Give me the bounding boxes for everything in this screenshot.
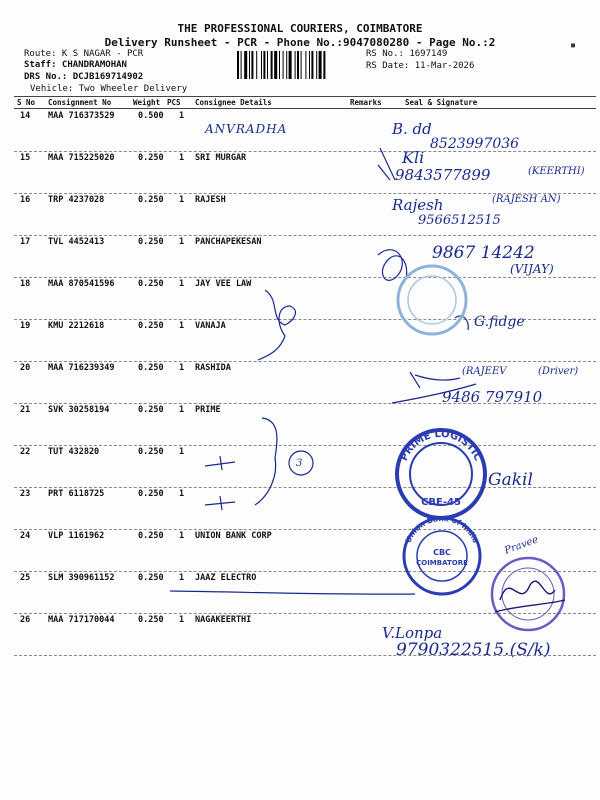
row-pcs: 1: [179, 279, 185, 289]
row-sno: 26: [20, 615, 31, 625]
row-consignee: JAAZ ELECTRO: [195, 573, 257, 583]
row-weight: 0.250: [138, 195, 164, 205]
row-consignment-no: MAA 870541596: [48, 279, 115, 289]
row-sno: 24: [20, 531, 31, 541]
row-pcs: 1: [179, 321, 185, 331]
row-weight: 0.250: [138, 489, 164, 499]
row-weight: 0.500: [138, 111, 164, 121]
hand-signature-23: Gakil: [488, 470, 533, 490]
header-rule-bottom: [14, 108, 596, 109]
row-weight: 0.250: [138, 321, 164, 331]
row-weight: 0.250: [138, 279, 164, 289]
row-consignee: VANAJA: [195, 321, 226, 331]
row-consignee: SRI MURGAR: [195, 153, 247, 163]
col-weight: Weight: [133, 98, 161, 107]
row-pcs: 1: [179, 363, 185, 373]
drs-number: DRS No.: DCJB169714902: [24, 72, 144, 82]
col-remarks: Remarks: [350, 98, 382, 107]
row-weight: 0.250: [138, 447, 164, 457]
row-pcs: 1: [179, 111, 185, 121]
row-consignment-no: TVL 4452413: [48, 237, 105, 247]
row-sno: 23: [20, 489, 31, 499]
row-sno: 20: [20, 363, 31, 373]
row-consignment-no: VLP 1161962: [48, 531, 105, 541]
col-consignee: Consignee Details: [195, 98, 272, 107]
row-consignee: UNION BANK CORP: [195, 531, 272, 541]
row-consignment-no: SLM 390961152: [48, 573, 115, 583]
row-consignment-no: MAA 717170044: [48, 615, 115, 625]
row-pcs: 1: [179, 573, 185, 583]
row-pcs: 1: [179, 447, 185, 457]
row-sno: 16: [20, 195, 31, 205]
row-consignee: PRIME: [195, 405, 221, 415]
row-divider: [14, 235, 596, 236]
hand-phone-14: 8523997036: [430, 136, 520, 152]
row-consignee: RASHIDA: [195, 363, 231, 373]
barcode: [237, 51, 359, 79]
row-weight: 0.250: [138, 153, 164, 163]
svg-text:CBC: CBC: [433, 548, 451, 557]
hand-signature-14: B. dd: [392, 120, 432, 138]
svg-text:Union Bank of India: Union Bank of India: [403, 513, 481, 545]
row-consignment-no: TRP 4237028: [48, 195, 105, 205]
row-consignee: PANCHAPEKESAN: [195, 237, 262, 247]
row-consignee: JAY VEE LAW: [195, 279, 252, 289]
row-pcs: 1: [179, 237, 185, 247]
row-sno: 15: [20, 153, 31, 163]
row-consignment-no: MAA 716239349: [48, 363, 115, 373]
row-divider: [14, 529, 596, 530]
row-consignment-no: MAA 715225020: [48, 153, 115, 163]
row-divider: [14, 361, 596, 362]
row-pcs: 1: [179, 615, 185, 625]
hand-name-15: (KEERTHI): [528, 166, 585, 177]
route-label: Route: K S NAGAR - PCR: [24, 49, 144, 59]
row-weight: 0.250: [138, 237, 164, 247]
table-row: [0, 405, 600, 447]
rs-date: RS Date: 11-Mar-2026: [366, 61, 475, 71]
row-consignment-no: TUT 432820: [48, 447, 100, 457]
row-weight: 0.250: [138, 363, 164, 373]
col-pcs: PCS: [167, 98, 181, 107]
table-row: [0, 489, 600, 531]
hand-phone-20: 9486 797910: [442, 388, 543, 406]
row-divider: [14, 613, 596, 614]
row-consignment-no: KMU 2212618: [48, 321, 105, 331]
hand-phone-26: 9790322515.(S/k): [396, 640, 551, 660]
table-row: [0, 573, 600, 615]
row-consignment-no: SVK 30258194: [48, 405, 110, 415]
runsheet-subtitle: Delivery Runsheet - PCR - Phone No.:9047080280 - Page No.:2: [104, 36, 496, 49]
svg-text:PRIME LOGISTIC: PRIME LOGISTIC: [398, 428, 484, 463]
hand-name-20: (RAJEEV: [462, 366, 507, 377]
hand-bracket-count: 3: [296, 458, 303, 469]
row-divider: [14, 445, 596, 446]
header-rule-top: [14, 96, 596, 97]
hand-name-14: ANVRADHA: [205, 122, 288, 136]
row-consignee: RAJESH: [195, 195, 226, 205]
row-sno: 17: [20, 237, 31, 247]
row-weight: 0.250: [138, 531, 164, 541]
company-title: THE PROFESSIONAL COURIERS, COIMBATORE: [177, 22, 423, 35]
row-pcs: 1: [179, 153, 185, 163]
row-pcs: 1: [179, 405, 185, 415]
hand-phone-15: 9843577899: [395, 166, 491, 184]
stray-mark: ▪: [570, 40, 577, 51]
hand-number-17: 9867 14242: [432, 243, 535, 263]
row-divider: [14, 571, 596, 572]
staff-label: Staff: CHANDRAMOHAN: [24, 60, 127, 70]
row-divider: [14, 277, 596, 278]
row-consignee: NAGAKEERTHI: [195, 615, 252, 625]
row-sno: 14: [20, 111, 31, 121]
row-weight: 0.250: [138, 615, 164, 625]
table-row: [0, 153, 600, 195]
row-sno: 18: [20, 279, 31, 289]
row-consignment-no: PRT 6118725: [48, 489, 105, 499]
row-weight: 0.250: [138, 573, 164, 583]
col-seal-signature: Seal & Signature: [405, 98, 478, 107]
hand-name-20b: (Driver): [538, 366, 579, 377]
svg-text:COIMBATORE: COIMBATORE: [416, 559, 468, 567]
hand-signature-15: Kli: [402, 148, 425, 167]
vehicle-label: Vehicle: Two Wheeler Delivery: [30, 84, 188, 94]
row-sno: 19: [20, 321, 31, 331]
hand-signature-25: Pravee: [503, 534, 540, 557]
row-pcs: 1: [179, 531, 185, 541]
hand-name-16: (RAJESH AN): [492, 194, 561, 205]
hand-signature-19: G.fidge: [474, 314, 525, 330]
hand-phone-16: 9566512515: [418, 213, 501, 228]
hand-name-17: (VIJAY): [510, 262, 554, 276]
row-consignment-no: MAA 716373529: [48, 111, 115, 121]
row-pcs: 1: [179, 195, 185, 205]
row-sno: 25: [20, 573, 31, 583]
hand-signature-16: Rajesh: [392, 196, 444, 214]
col-sno: S No: [17, 98, 36, 107]
svg-text:CBE-45: CBE-45: [421, 497, 461, 508]
col-consignment: Consignment No: [48, 98, 112, 107]
row-pcs: 1: [179, 489, 185, 499]
rs-number: RS No.: 1697149: [366, 49, 448, 59]
row-weight: 0.250: [138, 405, 164, 415]
row-sno: 21: [20, 405, 31, 415]
row-sno: 22: [20, 447, 31, 457]
hand-signature-26: V.Lonpa: [382, 624, 443, 642]
